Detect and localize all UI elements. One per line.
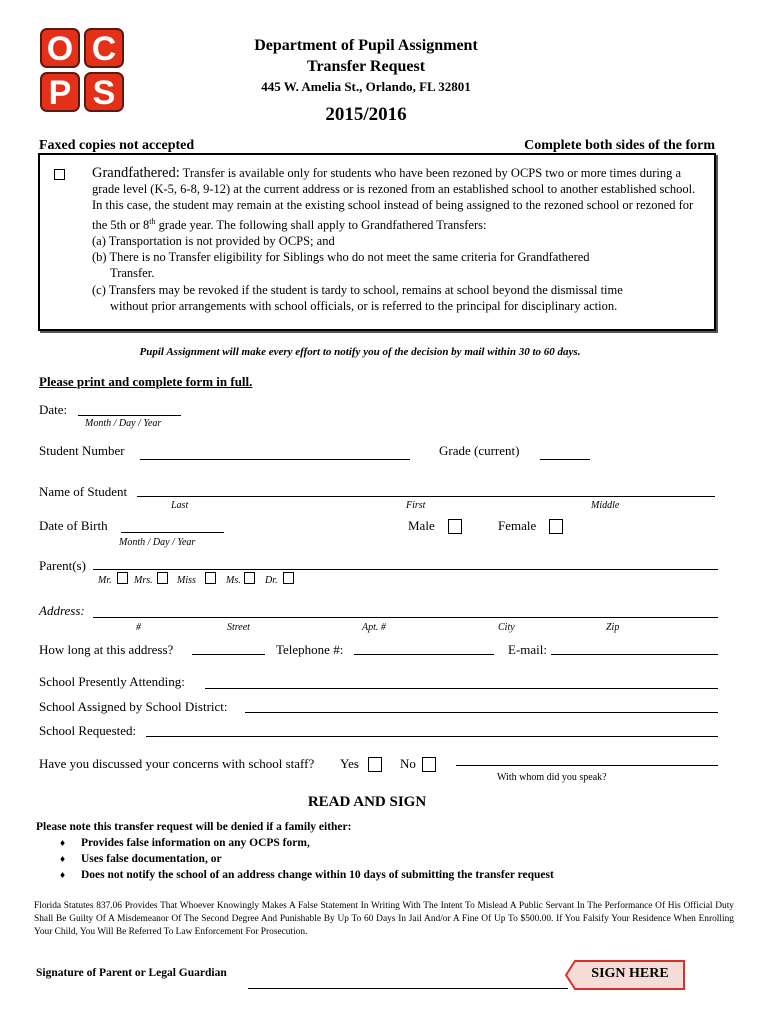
logo-tile: P [40, 72, 80, 112]
how-long-label: How long at this address? [39, 642, 174, 657]
student-number-field[interactable] [140, 459, 410, 460]
whom-field[interactable] [456, 765, 718, 766]
grandfathered-text [92, 165, 702, 314]
dob-field[interactable] [121, 532, 224, 533]
student-name-label: Name of Student [39, 484, 128, 499]
telephone-field[interactable] [354, 654, 494, 655]
denial-bullet: Does not notify the school of an address change within 10 days of submitting the transfer request [81, 869, 554, 881]
title-mrs: Mrs. [134, 575, 153, 586]
address-field[interactable] [93, 617, 718, 618]
name-first-hint: First [406, 500, 426, 511]
student-name-field[interactable] [137, 496, 715, 497]
ocps-logo [40, 28, 126, 114]
form-title: Transfer Request [306, 58, 426, 75]
department-title: Department of Pupil Assignment [254, 37, 478, 54]
yes-checkbox[interactable] [368, 757, 382, 772]
denial-bullet: Uses false documentation, or [81, 853, 222, 865]
name-last-hint: Last [171, 500, 189, 511]
school-present-field[interactable] [205, 688, 718, 689]
date-hint: Month / Day / Year [85, 418, 162, 429]
both-sides-note: Complete both sides of the form [524, 138, 715, 153]
statute-text: Florida Statutes 837.06 Provides That Whoever Knowingly Makes A False Statement In Writing With The Intent To Mislead A Public Servant In The Performance Of His Official Duty Shall Be Guilty Of A Misdemeanor Of The Second Degree And Punishable By Up To 60 Days In Jail And/or A Fine Of Up To $500.00. If You Falsify Your Residence When Enrolling Your Child, You Will Be Referred To Law Enforcement For Prosecution. [34, 901, 734, 937]
grandfathered-p1a: Transfer is available only for students who have been rezoned by OCPS two or more times during a grade level (K-5, 6-8, 9-12) at the current address or is rezoned from an established school to another established school. In this case, the student may remain at the existing school instead of being assigned to the rezoned school or rezoned for the 5th or 8 [92, 166, 696, 232]
student-number-label: Student Number [39, 443, 125, 458]
title-mrs-checkbox[interactable] [157, 572, 168, 584]
email-label: E-mail: [508, 642, 547, 657]
dob-hint: Month / Day / Year [119, 537, 196, 548]
concerns-label: Have you discussed your concerns with school staff? [39, 756, 315, 771]
grandfathered-item-b1: (b) There is no Transfer eligibility for Siblings who do not meet the same criteria for Grandfathered [92, 250, 590, 265]
name-middle-hint: Middle [591, 500, 620, 511]
male-checkbox[interactable] [448, 519, 462, 534]
logo-tile: O [40, 28, 80, 68]
grandfathered-box [38, 153, 716, 331]
bullet-diamond-icon: ♦ [60, 838, 66, 849]
email-field[interactable] [551, 654, 718, 655]
parents-label: Parent(s) [39, 558, 86, 573]
date-label: Date: [39, 402, 68, 417]
grandfathered-p1b: grade year. The following shall apply to Grandfathered Transfers: [155, 217, 487, 232]
title-dr-checkbox[interactable] [283, 572, 294, 584]
read-sign-heading: READ AND SIGN [307, 794, 427, 810]
logo-tile: C [84, 28, 124, 68]
form-instruction: Please print and complete form in full. [39, 374, 253, 389]
grandfathered-lead: Grandfathered: [92, 165, 180, 181]
addr-zip-hint: Zip [606, 622, 620, 633]
header-address: 445 W. Amelia St., Orlando, FL 32801 [261, 79, 471, 94]
school-assigned-label: School Assigned by School District: [39, 699, 228, 714]
bullet-diamond-icon: ♦ [60, 870, 66, 881]
how-long-field[interactable] [192, 654, 265, 655]
addr-apt-hint: Apt. # [362, 622, 386, 633]
school-requested-label: School Requested: [39, 723, 137, 738]
title-mr-checkbox[interactable] [117, 572, 128, 584]
school-assigned-field[interactable] [245, 712, 718, 713]
sign-here-label: SIGN HERE [591, 966, 669, 981]
male-label: Male [408, 518, 435, 533]
school-present-label: School Presently Attending: [39, 674, 185, 689]
female-checkbox[interactable] [549, 519, 563, 534]
denial-intro: Please note this transfer request will be denied if a family either: [36, 821, 352, 833]
no-label: No [400, 756, 416, 771]
grade-label: Grade (current) [439, 443, 520, 458]
female-label: Female [498, 518, 537, 533]
school-year: 2015/2016 [325, 104, 407, 125]
logo-tile: S [84, 72, 124, 112]
title-dr: Dr. [265, 575, 278, 586]
date-field[interactable] [78, 415, 181, 416]
dob-label: Date of Birth [39, 518, 108, 533]
denial-bullet: Provides false information on any OCPS form, [81, 837, 310, 849]
addr-street-hint: Street [227, 622, 250, 633]
title-ms: Ms. [226, 575, 241, 586]
grandfathered-sup: th [149, 216, 156, 226]
addr-number-hint: # [136, 622, 141, 633]
signature-field[interactable] [248, 988, 568, 989]
grandfathered-item-c1: (c) Transfers may be revoked if the student is tardy to school, remains at school beyond the dismissal time [92, 282, 623, 297]
bullet-diamond-icon: ♦ [60, 854, 66, 865]
parents-field[interactable] [93, 569, 718, 570]
title-ms-checkbox[interactable] [244, 572, 255, 584]
grandfathered-item-a: (a) Transportation is not provided by OCPS; and [92, 233, 335, 248]
grandfathered-item-c2: without prior arrangements with school officials, or is referred to the principal for disciplinary action. [110, 298, 618, 313]
school-requested-field[interactable] [146, 736, 718, 737]
no-checkbox[interactable] [422, 757, 436, 772]
telephone-label: Telephone #: [276, 642, 344, 657]
whom-hint: With whom did you speak? [497, 772, 607, 783]
addr-city-hint: City [498, 622, 515, 633]
address-label: Address: [39, 603, 85, 618]
grandfathered-checkbox[interactable] [54, 169, 65, 180]
sign-here-badge [565, 960, 685, 990]
title-miss: Miss [177, 575, 196, 586]
title-miss-checkbox[interactable] [205, 572, 216, 584]
grandfathered-item-b2: Transfer. [110, 266, 155, 281]
notify-note: Pupil Assignment will make every effort to notify you of the decision by mail within 30 to 60 days. [139, 346, 581, 358]
yes-label: Yes [340, 756, 359, 771]
faxed-note: Faxed copies not accepted [39, 138, 195, 153]
signature-label: Signature of Parent or Legal Guardian [36, 967, 227, 979]
title-mr: Mr. [98, 575, 112, 586]
grade-field[interactable] [540, 459, 590, 460]
